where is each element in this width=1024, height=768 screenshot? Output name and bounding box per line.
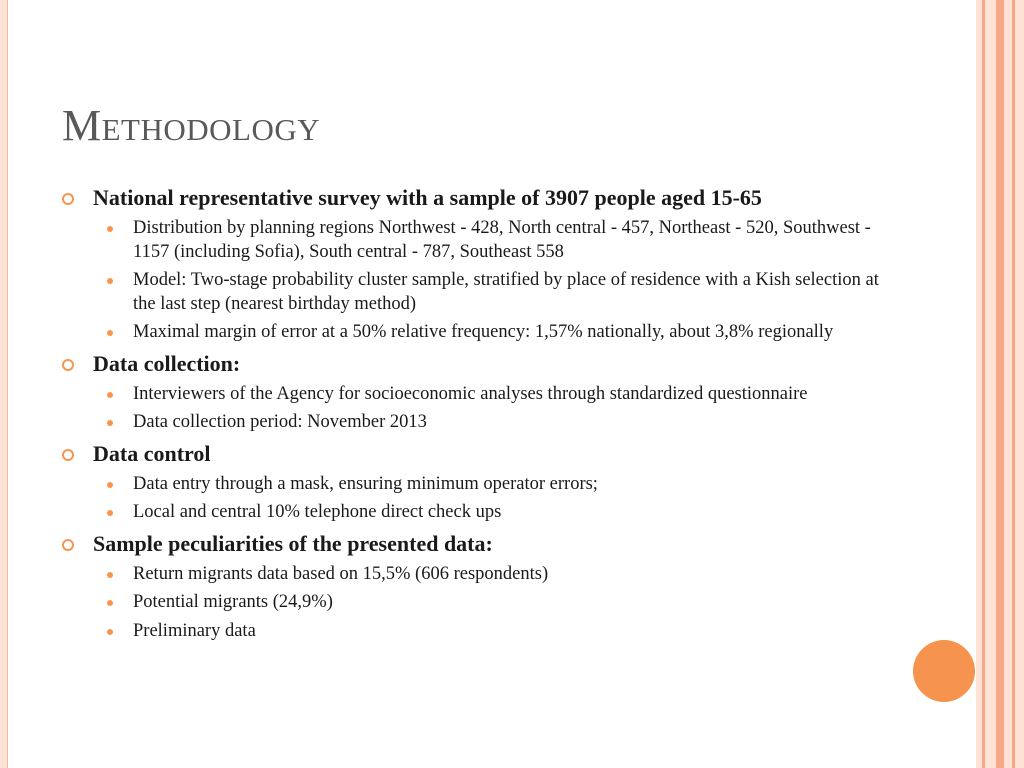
- dot-bullet-icon: [107, 482, 113, 488]
- list-item: Distribution by planning regions Northwest - 428, North central - 457, Northeast - 520, Southwest - 1157 (including Sofia), South central - 787, Southeast 558: [93, 217, 882, 264]
- slide-title: Methodology: [62, 101, 321, 150]
- decorative-circle-icon: [913, 640, 975, 702]
- slide-content: [62, 184, 882, 648]
- dot-bullet-icon: [107, 572, 113, 578]
- dot-bullet-icon: [107, 392, 113, 398]
- list-item: Interviewers of the Agency for socioeconomic analyses through standardized questionnaire: [93, 383, 882, 407]
- dot-bullet-icon: [107, 330, 113, 336]
- list-item: Model: Two-stage probability cluster sample, stratified by place of residence with a Kish selection at the last step (nearest birthday method): [93, 269, 882, 316]
- ring-bullet-icon: [62, 449, 74, 461]
- ring-bullet-icon: [62, 193, 74, 205]
- section-heading: Data control: [62, 440, 882, 467]
- dot-bullet-icon: [107, 278, 113, 284]
- section-heading: National representative survey with a sample of 3907 people aged 15-65: [62, 184, 882, 211]
- list-item: Preliminary data: [93, 620, 882, 644]
- ring-bullet-icon: [62, 359, 74, 371]
- ring-bullet-icon: [62, 539, 74, 551]
- dot-bullet-icon: [107, 629, 113, 635]
- list-item: Return migrants data based on 15,5% (606 respondents): [93, 563, 882, 587]
- list-item: Local and central 10% telephone direct check ups: [93, 501, 882, 525]
- list-item: Maximal margin of error at a 50% relative frequency: 1,57% nationally, about 3,8% regionally: [93, 321, 882, 345]
- list-item: Data collection period: November 2013: [93, 411, 882, 435]
- section-heading: Data collection:: [62, 350, 882, 377]
- left-frame-border: [0, 0, 8, 768]
- list-item: Data entry through a mask, ensuring minimum operator errors;: [93, 473, 882, 497]
- dot-bullet-icon: [107, 226, 113, 232]
- list-item: Potential migrants (24,9%): [93, 591, 882, 615]
- right-frame-border: [976, 0, 1024, 768]
- dot-bullet-icon: [107, 510, 113, 516]
- dot-bullet-icon: [107, 420, 113, 426]
- section-heading: Sample peculiarities of the presented data:: [62, 530, 882, 557]
- dot-bullet-icon: [107, 600, 113, 606]
